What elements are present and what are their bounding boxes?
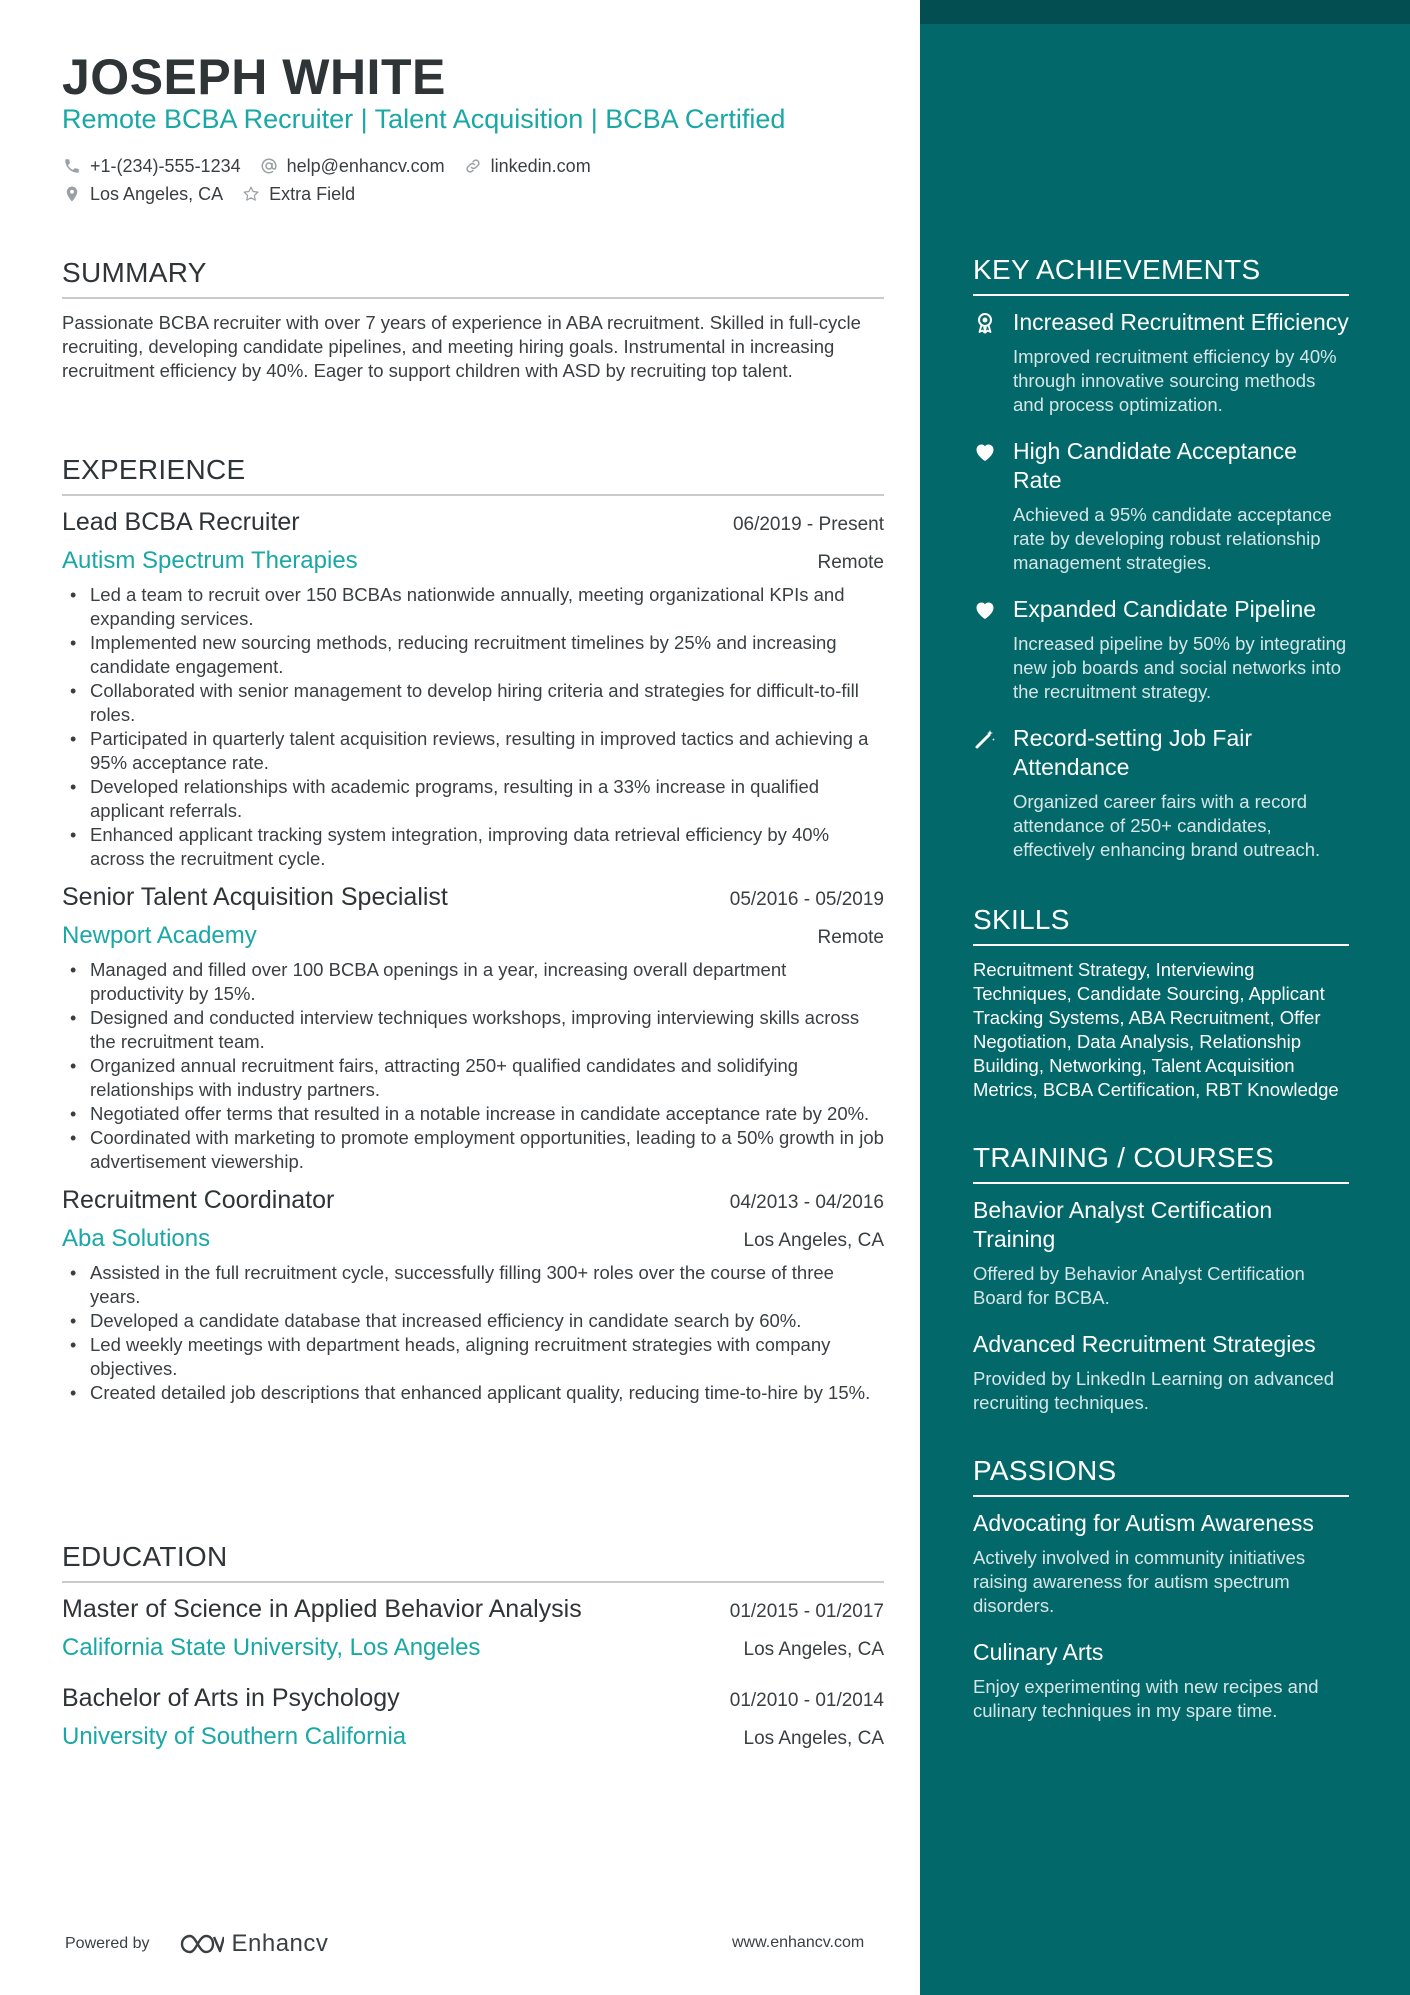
course-title: Advanced Recruitment Strategies — [973, 1331, 1316, 1357]
achievement-title: Increased Recruitment Efficiency — [1013, 309, 1349, 335]
bullet-item: • Developed relationships with academic programs, resulting in a 33% increase in qualified applicant referrals. — [62, 775, 884, 823]
course-title: Behavior Analyst Certification Training — [973, 1197, 1273, 1252]
course-item — [973, 1196, 1349, 1310]
job-location: Los Angeles, CA — [743, 1230, 884, 1251]
contact-email[interactable] — [259, 156, 445, 177]
skills-text: Recruitment Strategy, Interviewing Techniques, Candidate Sourcing, Applicant Tracking Systems, ABA Recruitment, Offer Negotiation, Data Analysis, Relationship Building, Networking, Talent Acquisition Metrics, BCBA Certification, RBT Knowledge — [973, 959, 1339, 1100]
contact-info — [62, 152, 882, 208]
achievement-desc: Improved recruitment efficiency by 40% through innovative sourcing methods and process optimization. — [1013, 346, 1337, 415]
course-desc: Offered by Behavior Analyst Certification Board for BCBA. — [973, 1263, 1305, 1308]
bullet-item: • Designed and conducted interview techniques workshops, improving interviewing skills across the recruitment team. — [62, 1006, 884, 1054]
passion-item — [973, 1509, 1349, 1618]
experience-heading: EXPERIENCE — [62, 454, 884, 496]
achievement-title: Record-setting Job Fair Attendance — [1013, 725, 1253, 780]
bullet-item: • Organized annual recruitment fairs, attracting 250+ qualified candidates and solidifying relationships with industry partners. — [62, 1054, 884, 1102]
link-icon — [463, 156, 483, 176]
achievements-heading: KEY ACHIEVEMENTS — [973, 254, 1349, 296]
achievement-item — [973, 308, 1349, 417]
bullet-item: • Participated in quarterly talent acquisition reviews, resulting in improved tactics and achieving a 95% acceptance rate. — [62, 727, 884, 775]
passion-desc: Actively involved in community initiatives raising awareness for autism spectrum disorders. — [973, 1547, 1306, 1616]
contact-location — [62, 184, 223, 205]
job-entry — [62, 508, 884, 871]
education-entry — [62, 1595, 884, 1662]
bullet-item: • Managed and filled over 100 BCBA openings in a year, increasing overall department productivity by 15%. — [62, 958, 884, 1006]
course-item — [973, 1330, 1349, 1415]
job-company: Autism Spectrum Therapies — [62, 547, 358, 574]
achievements-section — [973, 254, 1349, 862]
job-dates: 05/2016 - 05/2019 — [729, 889, 884, 910]
education-entry — [62, 1684, 884, 1751]
education-dates: 01/2010 - 01/2014 — [729, 1690, 884, 1711]
bullet-item: • Collaborated with senior management to develop hiring criteria and strategies for difficult-to-fill roles. — [62, 679, 884, 727]
skills-heading: SKILLS — [973, 904, 1349, 946]
course-desc: Provided by LinkedIn Learning on advanced recruiting techniques. — [973, 1368, 1335, 1413]
bullet-item: • Negotiated offer terms that resulted in a notable increase in candidate acceptance rate by 20%. — [62, 1102, 884, 1126]
achievement-desc: Increased pipeline by 50% by integrating new job boards and social networks into the recruitment strategy. — [1013, 633, 1347, 702]
training-section — [973, 1142, 1349, 1415]
job-bullets — [62, 1261, 884, 1405]
job-title: Lead BCBA Recruiter — [62, 508, 300, 536]
phone-icon — [62, 156, 82, 176]
achievement-item — [973, 724, 1349, 862]
school-location: Los Angeles, CA — [743, 1728, 884, 1749]
passion-title: Culinary Arts — [973, 1639, 1104, 1665]
passion-desc: Enjoy experimenting with new recipes and culinary techniques in my spare time. — [973, 1676, 1319, 1721]
passion-item — [973, 1638, 1349, 1723]
enhancv-logo[interactable] — [178, 1930, 329, 1958]
achievement-desc: Achieved a 95% candidate acceptance rate by developing robust relationship management strategies. — [1013, 504, 1332, 573]
school-name: University of Southern California — [62, 1723, 407, 1750]
summary-text: Passionate BCBA recruiter with over 7 years of experience in ABA recruitment. Skilled in full-cycle recruiting, developing candidate pipelines, and meeting hiring goals. Instrumental in increasing recruitment efficiency by 40%. Eager to support children with ASD by recruiting top talent. — [62, 312, 861, 381]
powered-by-label: Powered by — [65, 1935, 150, 1952]
job-location: Remote — [817, 552, 884, 573]
bullet-item: • Enhanced applicant tracking system integration, improving data retrieval efficiency by 40% across the recruitment cycle. — [62, 823, 884, 871]
candidate-title: Remote BCBA Recruiter | Talent Acquisition | BCBA Certified — [62, 104, 786, 134]
magic-wand-icon — [973, 724, 1013, 862]
job-title: Senior Talent Acquisition Specialist — [62, 883, 448, 911]
summary-heading: SUMMARY — [62, 257, 884, 299]
at-sign-icon — [259, 156, 279, 176]
passions-section — [973, 1455, 1349, 1723]
achievement-item — [973, 595, 1349, 704]
job-bullets — [62, 583, 884, 871]
bullet-item: • Coordinated with marketing to promote employment opportunities, leading to a 50% growth in job advertisement viewership. — [62, 1126, 884, 1174]
location-pin-icon — [62, 184, 82, 204]
bullet-item: • Led a team to recruit over 150 BCBAs nationwide annually, meeting organizational KPIs and expanding services. — [62, 583, 884, 631]
contact-row-2 — [62, 180, 882, 208]
brand-name: Enhancv — [231, 1930, 329, 1957]
bullet-item: • Led weekly meetings with department heads, aligning recruitment strategies with company objectives. — [62, 1333, 884, 1381]
heart-icon — [973, 595, 1013, 704]
summary-section — [62, 257, 884, 383]
candidate-name: JOSEPH WHITE — [62, 49, 446, 105]
contact-extra — [241, 184, 355, 205]
passions-heading: PASSIONS — [973, 1455, 1349, 1497]
training-heading: TRAINING / COURSES — [973, 1142, 1349, 1184]
contact-row-1 — [62, 152, 882, 180]
education-heading: EDUCATION — [62, 1541, 884, 1583]
location-text: Los Angeles, CA — [90, 183, 224, 204]
heart-icon — [973, 437, 1013, 575]
star-icon — [241, 184, 261, 204]
job-title: Recruitment Coordinator — [62, 1186, 335, 1214]
job-dates: 04/2013 - 04/2016 — [729, 1192, 884, 1213]
contact-linkedin[interactable] — [463, 156, 591, 177]
education-dates: 01/2015 - 01/2017 — [729, 1601, 884, 1622]
achievement-title: Expanded Candidate Pipeline — [1013, 596, 1317, 622]
sidebar — [920, 0, 1410, 1995]
award-icon — [973, 308, 1013, 417]
contact-phone[interactable] — [62, 156, 241, 177]
achievement-desc: Organized career fairs with a record attendance of 250+ candidates, effectively enhancing brand outreach. — [1013, 791, 1321, 860]
linkedin-text: linkedin.com — [490, 155, 591, 176]
bullet-item: • Implemented new sourcing methods, reducing recruitment timelines by 25% and increasing candidate engagement. — [62, 631, 884, 679]
job-company: Aba Solutions — [62, 1225, 211, 1252]
sidebar-top-bar — [920, 0, 1410, 24]
degree-title: Master of Science in Applied Behavior Analysis — [62, 1595, 582, 1623]
achievement-item — [973, 437, 1349, 575]
bullet-item: • Developed a candidate database that increased efficiency in candidate search by 60%. — [62, 1309, 884, 1333]
enhancv-logo-icon — [178, 1931, 224, 1957]
school-location: Los Angeles, CA — [743, 1639, 884, 1660]
school-name: California State University, Los Angeles — [62, 1634, 481, 1661]
job-entry — [62, 1186, 884, 1405]
email-text: help@enhancv.com — [286, 155, 445, 176]
job-dates: 06/2019 - Present — [732, 514, 884, 535]
skills-section — [973, 904, 1349, 1102]
job-location: Remote — [817, 927, 884, 948]
achievement-title: High Candidate Acceptance Rate — [1013, 438, 1297, 493]
bullet-item: • Assisted in the full recruitment cycle, successfully filling 300+ roles over the course of three years. — [62, 1261, 884, 1309]
footer-branding — [65, 1930, 328, 1958]
job-entry — [62, 883, 884, 1174]
job-bullets — [62, 958, 884, 1174]
extra-field-text: Extra Field — [269, 183, 356, 204]
education-section — [62, 1541, 884, 1751]
degree-title: Bachelor of Arts in Psychology — [62, 1684, 400, 1712]
job-company: Newport Academy — [62, 922, 257, 949]
passion-title: Advocating for Autism Awareness — [973, 1510, 1314, 1536]
phone-text: +1-(234)-555-1234 — [90, 155, 241, 176]
experience-section — [62, 454, 884, 1405]
sidebar-content — [973, 254, 1349, 1723]
footer-website[interactable]: www.enhancv.com — [732, 1934, 865, 1951]
bullet-item: • Created detailed job descriptions that enhanced applicant quality, reducing time-to-hire by 15%. — [62, 1381, 884, 1405]
